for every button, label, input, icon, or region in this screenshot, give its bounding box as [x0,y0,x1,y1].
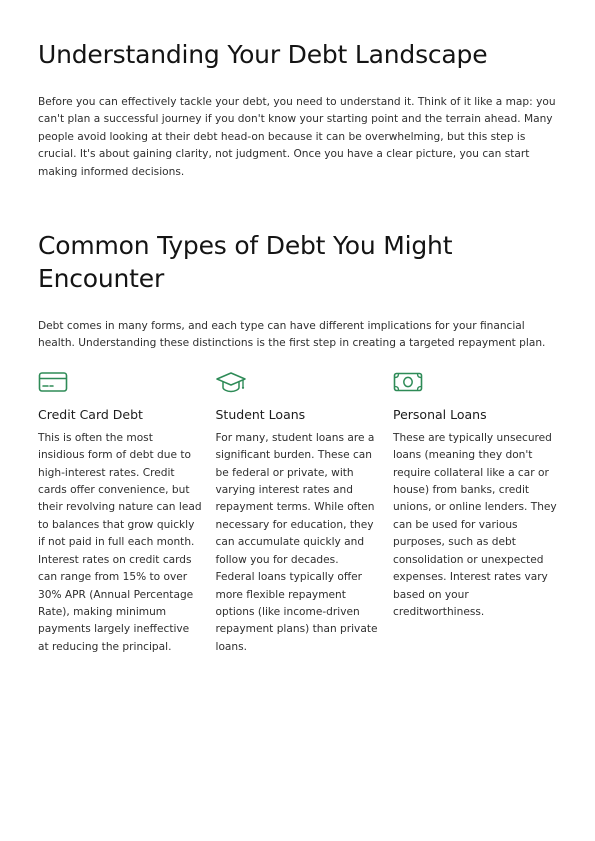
debt-type-description: These are typically unsecured loans (meaning they don't require collateral like a car or house) from banks, credit unions, or online lenders. They can be used for various purposes, such as debt consolidation or unexpected expenses. Interest rates vary based on your creditworthiness. [393,431,557,618]
credit-card-icon [38,369,68,395]
section-paragraph-debt-types: Debt comes in many forms, and each type can have different implications for your financial health. Understanding these distinctions is the first step in creating a targeted repayment plan. [38,320,546,350]
debt-type-title: Student Loans [215,406,306,422]
debt-type-credit-card [38,369,202,656]
cash-icon [393,369,423,395]
debt-type-description: For many, student loans are a significant burden. These can be federal or private, with varying interest rates and repayment terms. While often necessary for education, they can accumulate quickly and follow you for decades. Federal loans typically offer more flexible repayment options (like income-driven repayment plans) than private loans. [215,431,378,653]
debt-type-title: Personal Loans [393,406,487,422]
debt-type-personal-loans [393,369,557,656]
section-heading-debt-landscape: Understanding Your Debt Landscape [38,40,488,69]
section-heading-debt-types: Common Types of Debt You Might Encounter [38,231,453,294]
section-paragraph-debt-landscape: Before you can effectively tackle your debt, you need to understand it. Think of it like a map: you can't plan a successful journey if you don't know your starting point and the terrain ahead. Many people avoid looking at their debt head-on because it can be overwhelming, but this step is crucial. It's about gaining clarity, not judgment. Once you have a clear picture, you can start making informed decisions. [38,96,556,178]
debt-types-columns [38,369,557,656]
debt-type-student-loans [216,369,380,656]
graduation-cap-icon [216,369,246,395]
debt-type-title: Credit Card Debt [38,406,143,422]
debt-type-description: This is often the most insidious form of debt due to high-interest rates. Credit cards offer convenience, but their revolving nature can lead to balances that grow quickly if not paid in full each month. Interest rates on credit cards can range from 15% to over 30% APR (Annual Percentage Rate), making minimum payments largely ineffective at reducing the principal. [38,431,202,653]
